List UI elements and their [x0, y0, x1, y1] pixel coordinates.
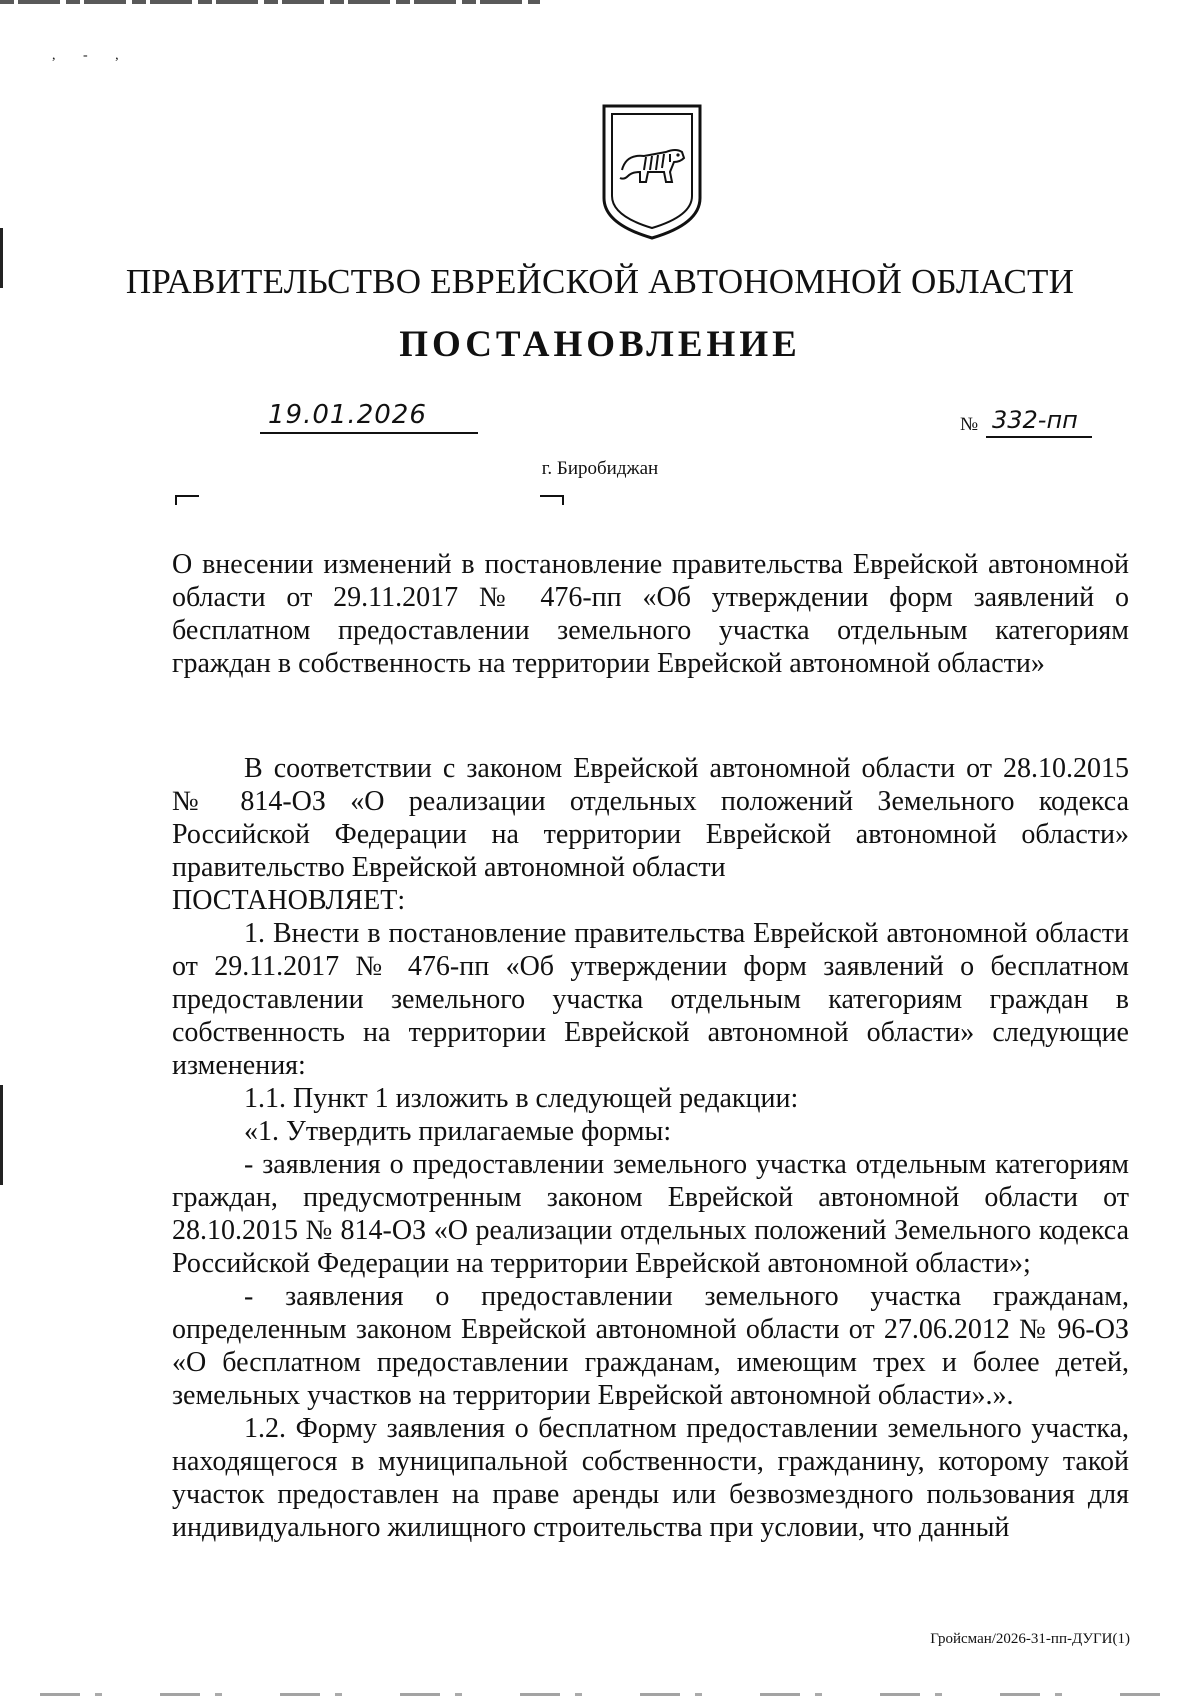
- document-body: [172, 752, 1129, 1544]
- scan-edge-top: [0, 0, 540, 4]
- subject-bracket-left: [175, 495, 199, 505]
- document-type-title: ПОСТАНОВЛЕНИЕ: [399, 324, 801, 365]
- scan-artifact-marks: , - ,: [52, 48, 131, 63]
- dash-2-paragraph: - заявления о предоставлении земельного участка гражданам, определенным законом Еврейской автономной области от 27.06.2012 № 96-ОЗ «О бесплатном предоставлении гражданам, имеющим трех и более детей, земельных участков на территории Еврейской автономной области».».: [172, 1281, 1129, 1411]
- government-title: ПРАВИТЕЛЬСТВО ЕВРЕЙСКОЙ АВТОНОМНОЙ ОБЛАСТИ: [125, 262, 1075, 301]
- scan-edge-left-mark: [0, 1085, 3, 1185]
- number-underline: [986, 406, 1092, 438]
- document-subject: О внесении изменений в постановление правительства Еврейской автономной области от 29.11.2017 № 476-пп «Об утверждении форм заявлений о бесплатном предоставлении земельного участка отдельным категориям граждан в собственность на территории Еврейской автономной области»: [172, 549, 1129, 679]
- subject-bracket-right: [540, 495, 564, 505]
- dash-1-paragraph: - заявления о предоставлении земельного участка отдельным категориям граждан, предусмотренным законом Еврейской автономной области от 28.10.2015 № 814-ОЗ «О реализации отдельных положений Земельного кодекса Российской Федерации на территории Еврейской автономной области»;: [172, 1149, 1129, 1279]
- item-1-1-paragraph: 1.1. Пункт 1 изложить в следующей редакции:: [244, 1083, 799, 1114]
- handwritten-date: 19.01.2026: [268, 400, 427, 430]
- item-1-paragraph: 1. Внести в постановление правительства Еврейской автономной области от 29.11.2017 № 476-пп «Об утверждении форм заявлений о бесплатном предоставлении земельного участка отдельным категориям граждан в собственность на территории Еврейской автономной области» следующие изменения:: [172, 918, 1129, 1081]
- item-1-2-paragraph: 1.2. Форму заявления о бесплатном предоставлении земельного участка, находящегося в муниципальной собственности, гражданину, которому такой участок предоставлен на праве аренды или безвозмездного пользования для индивидуального жилищного строительства при условии, что данный: [172, 1413, 1129, 1543]
- city-label: г. Биробиджан: [541, 458, 659, 479]
- scan-edge-bottom: [40, 1693, 1170, 1696]
- handwritten-number: 332-пп: [992, 406, 1078, 434]
- quote-1-paragraph: «1. Утвердить прилагаемые формы:: [244, 1116, 672, 1147]
- coat-of-arms-tiger-icon: [600, 102, 704, 242]
- date-field: [260, 392, 478, 434]
- resolves-heading: ПОСТАНОВЛЯЕТ:: [172, 885, 406, 916]
- document-number-field: [960, 408, 1110, 438]
- number-sign: №: [960, 414, 979, 435]
- preamble-paragraph: В соответствии с законом Еврейской автономной области от 28.10.2015 № 814-ОЗ «О реализации отдельных положений Земельного кодекса Российской Федерации на территории Еврейской автономной области» правительство Еврейской автономной области: [172, 753, 1129, 883]
- footer-reference: Гройсман/2026-31-пп-ДУГИ(1): [930, 1631, 1130, 1647]
